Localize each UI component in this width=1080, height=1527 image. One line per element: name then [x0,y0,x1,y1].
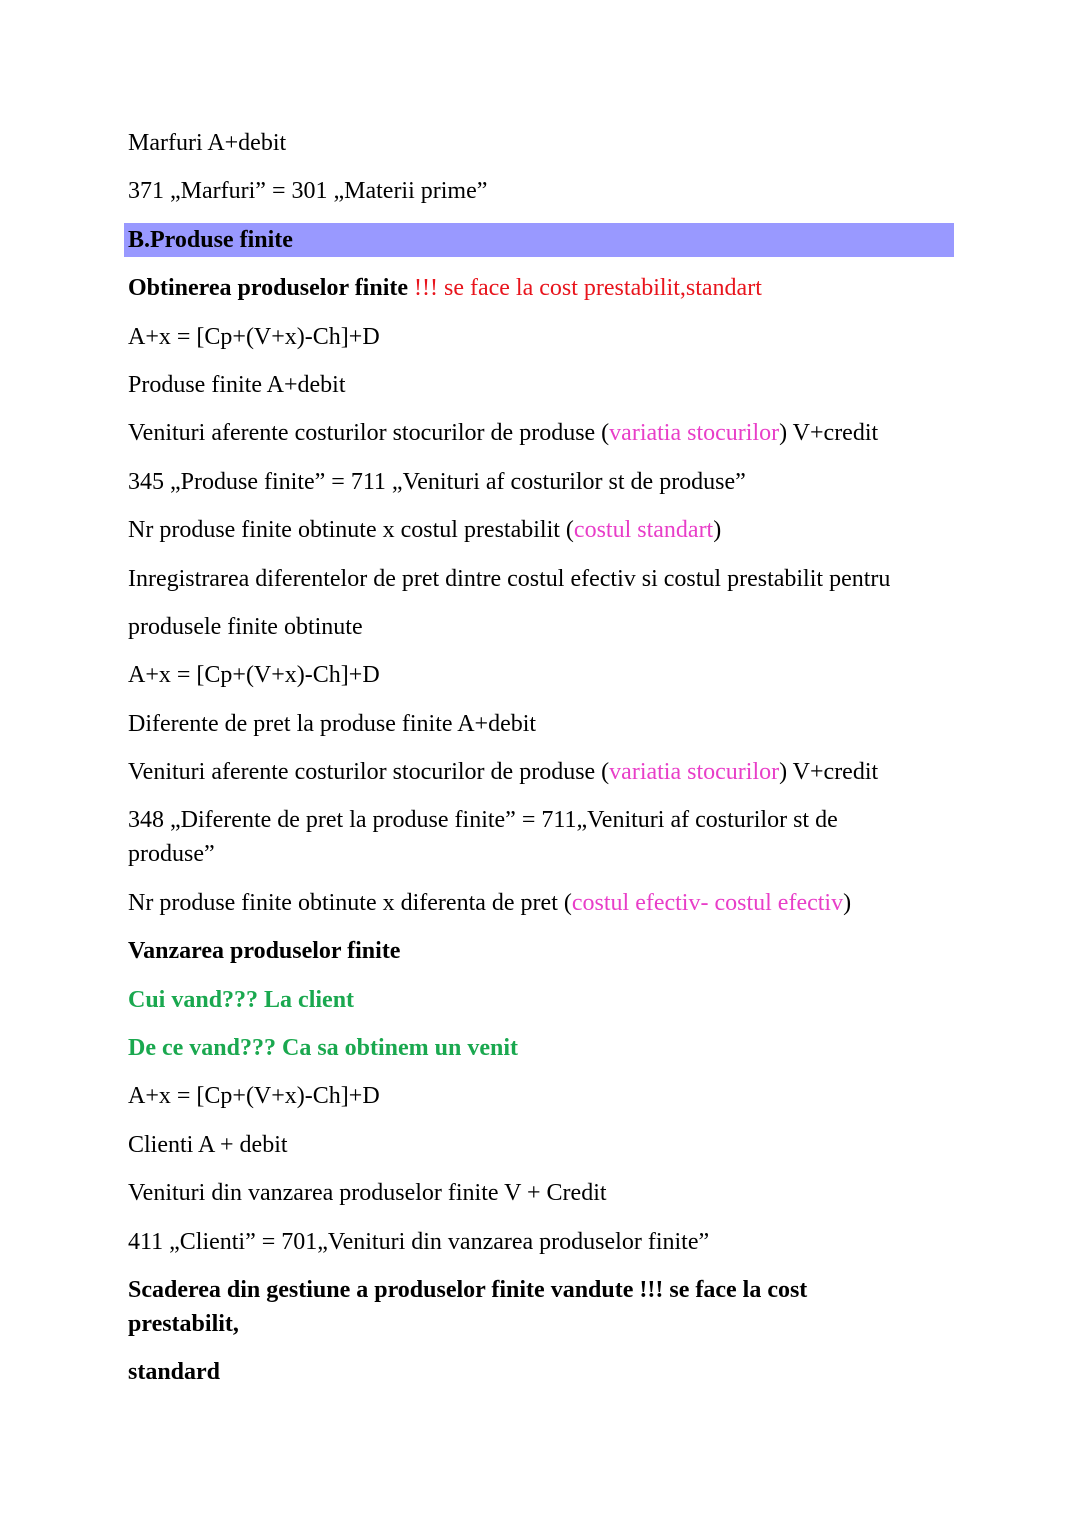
subheading-text: Obtinerea produselor finite [128,275,415,302]
paragraph [128,513,938,547]
text: ) [843,889,852,916]
note-red: !!! se face la cost prestabilit,standart [414,275,762,302]
paragraph: produsele finite obtinute [128,613,363,640]
text: Venituri aferente costurilor stocurilor de produse ( [128,420,610,447]
question-green: Cui vand??? La client [128,986,355,1013]
paragraph: Marfuri A+debit [128,130,287,156]
journal-entry: 371 „Marfuri” = 301 „Materii prime” [128,178,488,205]
section-heading: B.Produse finite [124,223,954,257]
note-pink: variatia stocurilor [609,420,780,447]
subheading [128,271,938,305]
paragraph: Diferente de pret la produse finite A+debit [128,710,537,737]
text: ) [713,517,722,544]
note-pink: costul efectiv- costul efectiv [571,889,844,916]
note-pink: variatia stocurilor [609,759,780,786]
paragraph [128,886,938,920]
formula: A+x = [Cp+(V+x)-Ch]+D [128,1083,380,1110]
text: Nr produse finite obtinute x costul prestabilit ( [128,517,574,544]
formula: A+x = [Cp+(V+x)-Ch]+D [128,323,380,350]
subheading: Vanzarea produselor finite [128,938,401,965]
text: Nr produse finite obtinute x diferenta de pret ( [128,889,572,916]
paragraph [128,755,938,789]
text: Venituri aferente costurilor stocurilor de produse ( [128,759,610,786]
text: ) V+credit [779,420,879,447]
journal-entry: 345 „Produse finite” = 711 „Venituri af costurilor st de produse” [128,468,746,495]
paragraph: Clienti A + debit [128,1131,288,1158]
journal-entry: 411 „Clienti” = 701„Venituri din vanzarea produselor finite” [128,1228,710,1255]
note-pink: costul standart [573,517,714,544]
subheading: Scaderea din gestiune a produselor finite vandute !!! se face la cost prestabilit, [128,1276,808,1337]
subheading: standard [128,1359,221,1386]
paragraph [128,416,938,450]
journal-entry: 348 „Diferente de pret la produse finite” = 711„Venituri af costurilor st de produse” [128,807,838,868]
paragraph: Inregistrarea diferentelor de pret dintre costul efectiv si costul prestabilit pentru [128,565,891,592]
text: ) V+credit [779,759,879,786]
document-page [128,126,938,1404]
formula: A+x = [Cp+(V+x)-Ch]+D [128,662,380,689]
paragraph: Venituri din vanzarea produselor finite V + Credit [128,1180,607,1207]
paragraph: Produse finite A+debit [128,371,346,398]
question-green: De ce vand??? Ca sa obtinem un venit [128,1035,519,1062]
